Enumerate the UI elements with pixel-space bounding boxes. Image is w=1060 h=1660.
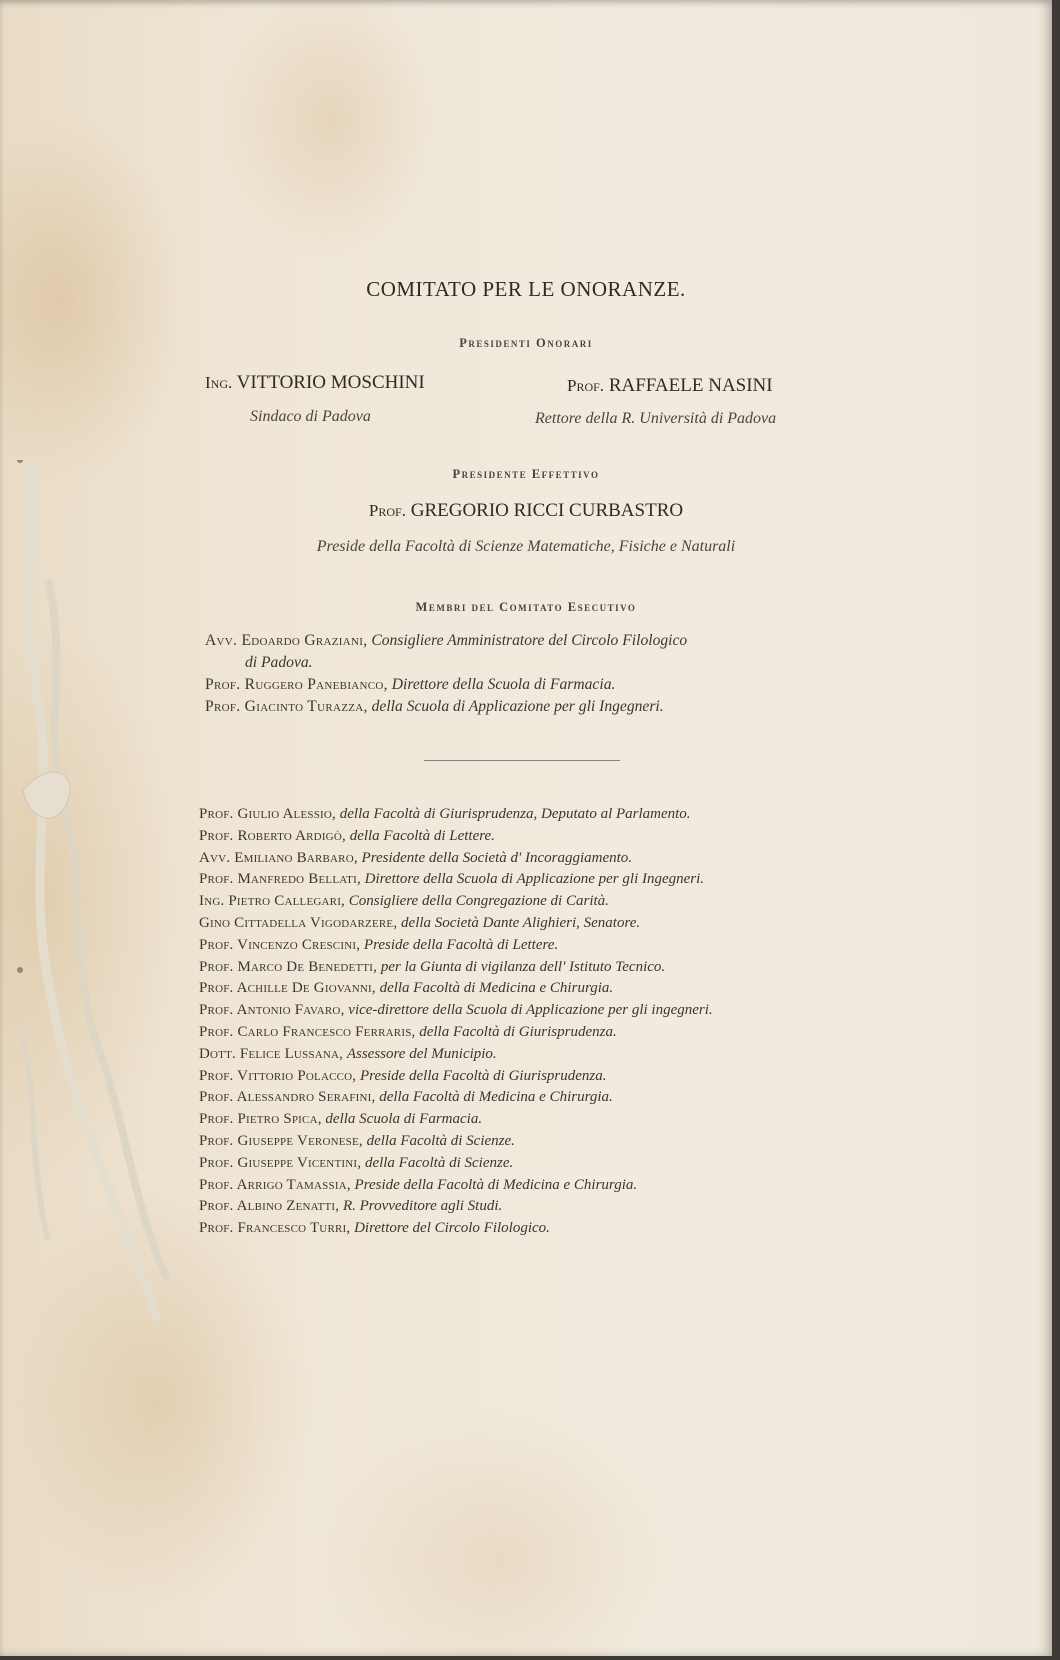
list-item: [199, 913, 859, 935]
member-role: R. Provveditore agli Studi.: [342, 1198, 503, 1215]
member-role: vice-direttore della Scuola di Applicazione per gli ingegneri.: [348, 1002, 713, 1019]
member-name: Prof. Ruggero Panebianco,: [205, 676, 388, 693]
member-name: Prof. Vittorio Polacco,: [199, 1067, 357, 1084]
member-role: Consigliere della Congregazione di Carità.: [348, 893, 609, 910]
member-role: Preside della Facoltà di Lettere.: [363, 936, 559, 953]
member-role: Assessore del Municipio.: [346, 1045, 497, 1062]
member-role: della Facoltà di Giurisprudenza, Deputato al Parlamento.: [339, 806, 691, 822]
list-item: [199, 1196, 859, 1218]
member-name: Prof. Arrigo Tamassia,: [199, 1176, 351, 1193]
executive-committee-heading: Membri del Comitato Esecutivo: [415, 600, 637, 614]
member-role: della Facoltà di Scienze.: [364, 1154, 514, 1171]
member-role: della Facoltà di Lettere.: [349, 827, 495, 844]
member-role: Preside della Facoltà di Giurisprudenza.: [360, 1067, 607, 1084]
member-role: Direttore della Scuola di Farmacia.: [391, 676, 616, 693]
member-name: Prof. Giulio Alessio,: [199, 806, 336, 822]
list-item: [205, 630, 845, 652]
member-name: Prof. Marco De Benedetti,: [199, 958, 378, 975]
honorary-president-left: [205, 372, 425, 394]
member-name: Prof. Manfredo Bellati,: [199, 871, 361, 888]
honorary-right-title: Prof.: [567, 376, 605, 395]
member-name: Avv. Edoardo Graziani,: [205, 632, 368, 649]
member-role: della Scuola di Farmacia.: [325, 1111, 483, 1128]
member-role: per la Giunta di vigilanza dell' Istituto Tecnico.: [380, 958, 666, 975]
member-role: Direttore del Circolo Filologico.: [354, 1220, 550, 1237]
list-item: [199, 848, 859, 870]
member-name: Gino Cittadella Vigodarzere,: [199, 914, 398, 931]
honorary-right-role: Rettore della R. Università di Padova: [535, 410, 777, 427]
list-item: [199, 1109, 859, 1131]
effective-role: Preside della Facoltà di Scienze Matematiche, Fisiche e Naturali: [316, 538, 736, 555]
member-name: Prof. Achille De Giovanni,: [199, 980, 376, 997]
effective-president: [0, 500, 1052, 522]
section-divider: [424, 760, 620, 761]
member-name: Ing. Pietro Callegari,: [199, 893, 346, 910]
list-item: [199, 1218, 859, 1240]
list-item: [199, 869, 859, 891]
list-item: [199, 957, 859, 979]
member-role: della Società Dante Alighieri, Senatore.: [401, 914, 641, 931]
member-name: Prof. Antonio Favaro,: [199, 1002, 345, 1019]
list-item: [199, 935, 859, 957]
member-role-continuation: di Padova.: [245, 654, 313, 671]
list-item: [199, 804, 859, 826]
member-name: Prof. Francesco Turri,: [199, 1220, 351, 1237]
member-role: della Scuola di Applicazione per gli Ingegneri.: [371, 698, 664, 715]
member-name: Dott. Felice Lussana,: [199, 1045, 344, 1062]
member-name: Avv. Emiliano Barbaro,: [199, 849, 358, 866]
member-role: della Facoltà di Medicina e Chirurgia.: [379, 1089, 613, 1106]
effective-president-heading: Presidente Effettivo: [452, 467, 600, 481]
member-role: Direttore della Scuola di Applicazione per gli Ingegneri.: [364, 871, 705, 888]
member-name: Prof. Giuseppe Veronese,: [199, 1132, 363, 1149]
effective-name: GREGORIO RICCI CURBASTRO: [410, 500, 684, 521]
list-item: [199, 1175, 859, 1197]
member-role: della Facoltà di Scienze.: [366, 1132, 515, 1149]
member-name: Prof. Alessandro Serafini,: [199, 1089, 376, 1106]
list-item: [205, 696, 845, 718]
honorary-left-title: Ing.: [205, 373, 233, 392]
list-item: [199, 826, 859, 848]
honorary-president-right: [567, 375, 773, 397]
list-item: [199, 1153, 859, 1175]
list-item: [199, 1022, 859, 1044]
list-item: [199, 1066, 859, 1088]
list-item: [199, 978, 859, 1000]
list-item: [199, 1000, 859, 1022]
member-name: Prof. Vincenzo Crescini,: [199, 936, 361, 953]
page-title: COMITATO PER LE ONORANZE.: [366, 277, 686, 301]
member-name: Prof. Roberto Ardigò,: [199, 827, 346, 844]
honorary-presidents-heading: Presidenti Onorari: [459, 336, 593, 350]
member-name: Prof. Giuseppe Vicentini,: [199, 1154, 362, 1171]
effective-title: Prof.: [368, 501, 406, 520]
member-role: Presidente della Società d' Incoraggiamento.: [361, 849, 633, 866]
honorary-left-role: Sindaco di Padova: [250, 408, 371, 425]
member-name: Prof. Albino Zenatti,: [199, 1198, 340, 1215]
list-item: [199, 1131, 859, 1153]
committee-members-list: [199, 804, 859, 1240]
honorary-right-name: RAFFAELE NASINI: [608, 375, 773, 396]
member-role: Consigliere Amministratore del Circolo Filologico: [371, 632, 688, 649]
honorary-left-name: VITTORIO MOSCHINI: [236, 372, 425, 393]
executive-members-list: [205, 630, 845, 718]
member-name: Prof. Giacinto Turazza,: [205, 698, 368, 715]
member-role: Preside della Facoltà di Medicina e Chirurgia.: [354, 1176, 638, 1193]
list-item: [199, 1044, 859, 1066]
member-name: Prof. Pietro Spica,: [199, 1111, 322, 1128]
member-role: della Facoltà di Giurisprudenza.: [419, 1023, 617, 1040]
member-name: Prof. Carlo Francesco Ferraris,: [199, 1023, 416, 1040]
list-item: [199, 891, 859, 913]
member-role: della Facoltà di Medicina e Chirurgia.: [379, 980, 614, 997]
list-item: [199, 1087, 859, 1109]
list-item: [205, 674, 845, 696]
